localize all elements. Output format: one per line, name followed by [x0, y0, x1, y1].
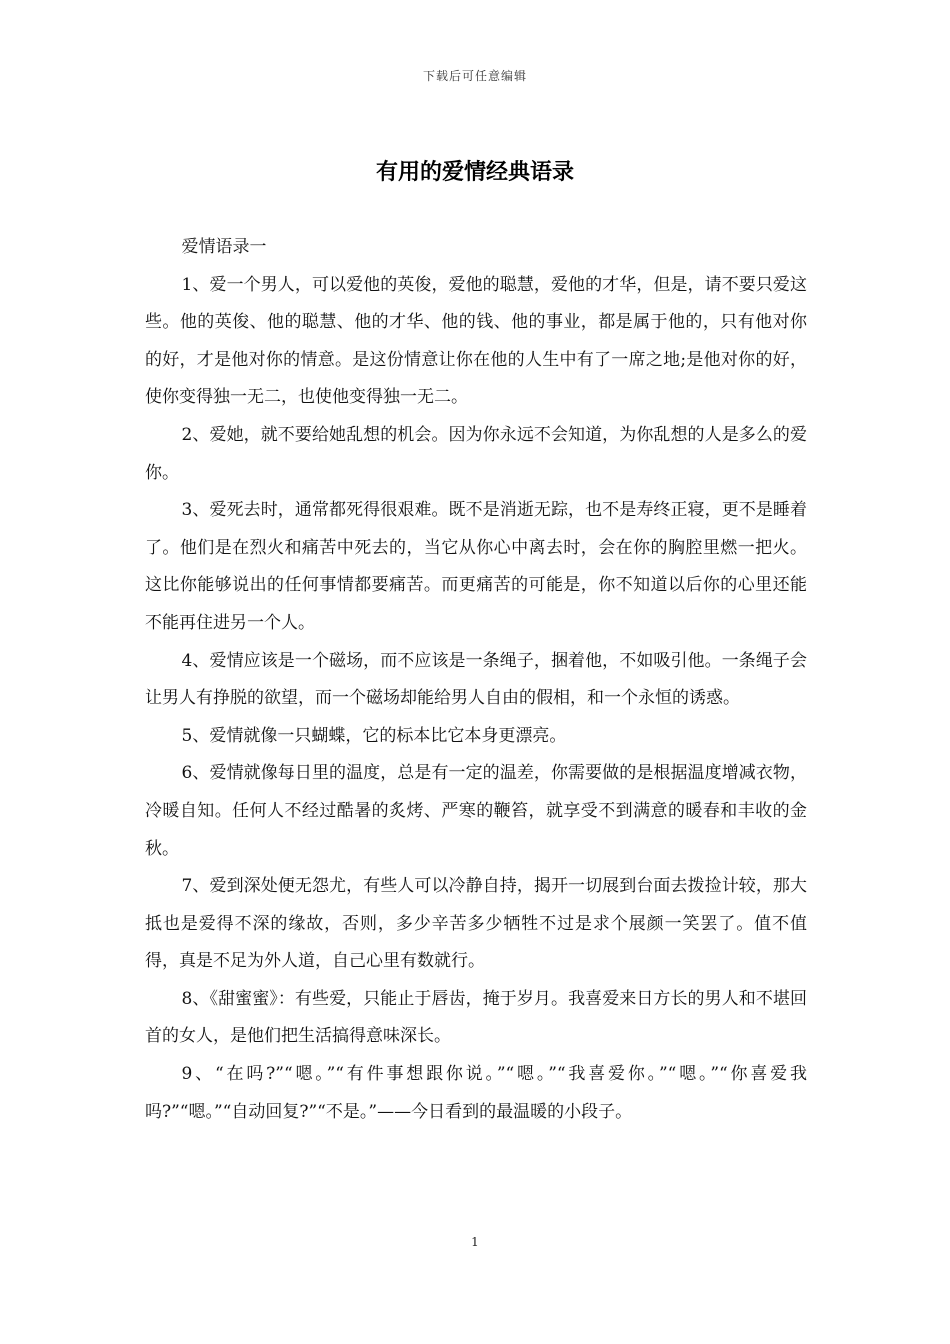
- page-number: 1: [471, 1235, 479, 1249]
- quote-paragraph-7: 7、爱到深处便无怨尤，有些人可以冷静自持，揭开一切展到台面去拨捡计较，那大抵也是爱得不深的缘故，否则，多少辛苦多少牺牲不过是求个展颜一笑罢了。值不值得，真是不足为外人道，自己心里有数就行。: [145, 876, 807, 972]
- header-note: 下载后可任意编辑: [422, 69, 527, 83]
- page-title: 有用的爱情经典语录: [375, 159, 574, 185]
- document-body: [145, 229, 807, 1131]
- quote-paragraph-2: 2、爱她，就不要给她乱想的机会。因为你永远不会知道，为你乱想的人是多么的爱你。: [145, 424, 807, 483]
- quote-paragraph-4: 4、爱情应该是一个磁场，而不应该是一条绳子，捆着他，不如吸引他。一条绳子会让男人有挣脱的欲望，而一个磁场却能给男人自由的假相，和一个永恒的诱惑。: [145, 650, 807, 709]
- quote-paragraph-3: 3、爱死去时，通常都死得很艰难。既不是消逝无踪，也不是寿终正寝，更不是睡着了。他们是在烈火和痛苦中死去的，当它从你心中离去时，会在你的胸腔里燃一把火。这比你能够说出的任何事情都要痛苦。而更痛苦的可能是，你不知道以后你的心里还能不能再住进另一个人。: [145, 500, 807, 633]
- section-heading: 爱情语录一: [181, 237, 267, 257]
- quote-paragraph-1: 1、爱一个男人，可以爱他的英俊，爱他的聪慧，爱他的才华，但是，请不要只爱这些。他的英俊、他的聪慧、他的才华、他的钱、他的事业，都是属于他的，只有他对你的好，才是他对你的情意。是这份情意让你在他的人生中有了一席之地;是他对你的好，使你变得独一无二，也使他变得独一无二。: [145, 274, 807, 408]
- quote-paragraph-8: 8、《甜蜜蜜》：有些爱，只能止于唇齿，掩于岁月。我喜爱来日方长的男人和不堪回首的女人，是他们把生活搞得意味深长。: [145, 988, 807, 1047]
- quote-paragraph-9: 9、“在吗?”“嗯。”“有件事想跟你说。”“嗯。”“我喜爱你。”“嗯。”“你喜爱我吗?”“嗯。”“自动回复?”“不是。”——今日看到的最温暖的小段子。: [145, 1064, 807, 1122]
- quote-paragraph-6: 6、爱情就像每日里的温度，总是有一定的温差，你需要做的是根据温度增减衣物，冷暖自知。任何人不经过酷暑的炙烤、严寒的鞭笞，就享受不到满意的暖春和丰收的金秋。: [145, 763, 807, 859]
- quote-paragraph-5: 5、爱情就像一只蝴蝶，它的标本比它本身更漂亮。: [181, 725, 567, 746]
